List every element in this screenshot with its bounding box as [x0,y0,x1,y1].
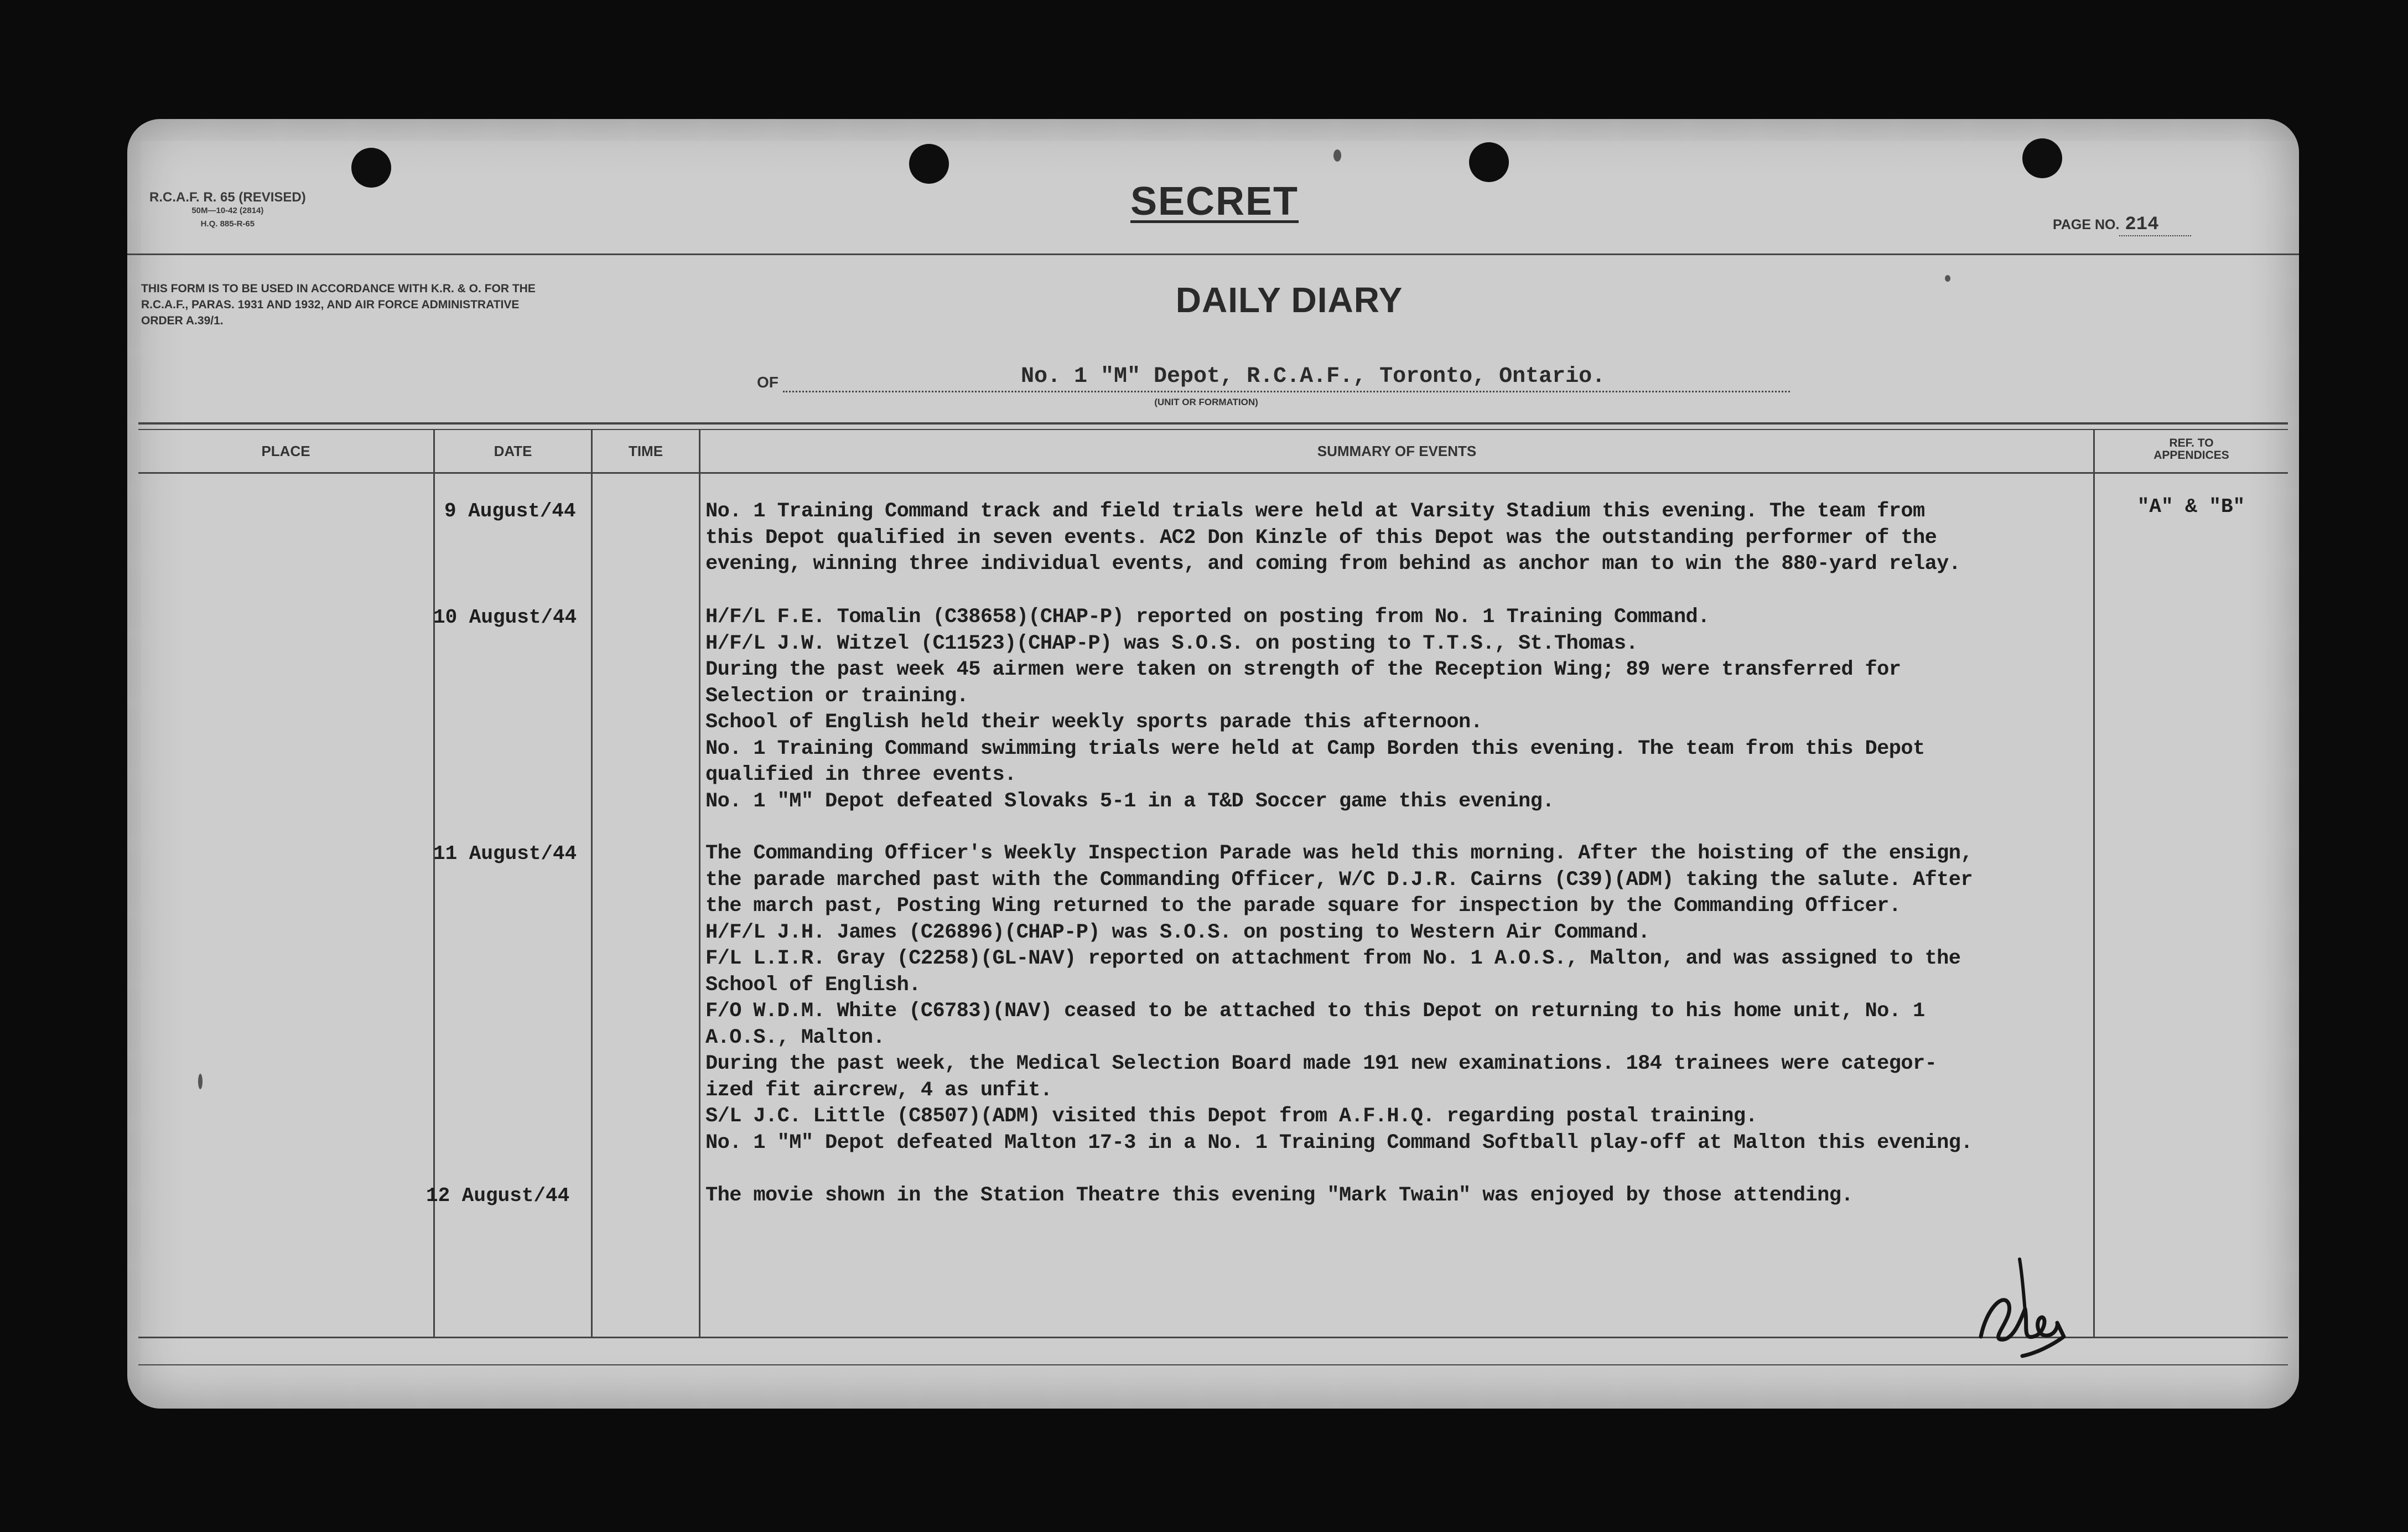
unit-caption: (UNIT OR FORMATION) [1154,397,1258,407]
page-number [2053,214,2191,236]
diary-sheet [127,119,2299,1409]
column-header-appendices [2095,437,2288,462]
page-number-label: PAGE NO. [2053,217,2120,232]
summary-line: H/F/L J.H. James (C26896)(CHAP-P) was S.O.S. on posting to Western Air Command. [705,920,1650,944]
form-hq-code: H.Q. 885-R-65 [200,219,255,229]
form-instruction: THIS FORM IS TO BE USED IN ACCORDANCE WITH K.R. & O. FOR THE R.C.A.F., PARAS. 1931 AND 1932, AND AIR FORCE ADMINISTRATIVE ORDER A.39/1. [141,282,536,327]
punch-hole [351,148,391,188]
form-number: R.C.A.F. R. 65 (REVISED) [149,190,306,205]
column-divider [591,429,593,1337]
summary-line: qualified in three events. [705,763,1016,786]
summary-line: this Depot qualified in seven events. AC2 Don Kinzle of this Depot was the outstanding performer of the [705,526,1937,550]
punch-hole [2022,138,2062,178]
summary-line: F/L L.I.R. Gray (C2258)(GL-NAV) reported on attachment from No. 1 A.O.S., Malton, and was assigned to the [705,947,1961,970]
page-number-value: 214 [2119,214,2191,236]
summary-line: The Commanding Officer's Weekly Inspection Parade was held this morning. After the hoisting of the ensign, [705,842,1973,865]
summary-line: S/L J.C. Little (C8507)(ADM) visited this Depot from A.F.H.Q. regarding postal training. [705,1105,1758,1128]
summary-line: the parade marched past with the Commanding Officer, W/C D.J.R. Cairns (C39)(ADM) taking the salute. After [705,868,1973,892]
summary-line: The movie shown in the Station Theatre this evening "Mark Twain" was enjoyed by those attending. [705,1184,1853,1207]
classification-heading: SECRET [1130,179,1299,224]
entry-date: 11 August/44 [433,842,577,865]
entry-date: 12 August/44 [426,1184,570,1207]
summary-line: evening, winning three individual events, and coming from behind as anchor man to win the 880-yard relay. [705,552,1961,576]
entry-summary [705,1183,2122,1209]
summary-line: During the past week 45 airmen were taken on strength of the Reception Wing; 89 were transferred for [705,658,1901,681]
summary-line: A.O.S., Malton. [705,1026,885,1049]
of-label: OF [757,374,779,391]
summary-line: ized fit aircrew, 4 as unfit. [705,1078,1052,1102]
summary-line: No. 1 Training Command track and field trials were held at Varsity Stadium this evening. The team from [705,500,1925,523]
column-header-time: TIME [628,443,663,459]
entry-summary [705,604,2122,815]
column-header-place: PLACE [261,443,310,459]
summary-line: No. 1 Training Command swimming trials were held at Camp Borden this evening. The team from this Depot [705,737,1925,760]
paper-mark [198,1074,203,1089]
summary-line: No. 1 "M" Depot defeated Malton 17-3 in a No. 1 Training Command Softball play-off at Malton this evening. [705,1131,1973,1155]
column-header-rule [138,472,2288,474]
entry-date: 9 August/44 [444,500,576,522]
paper-mark [1945,275,1950,282]
summary-line: H/F/L J.W. Witzel (C11523)(CHAP-P) was S.O.S. on posting to T.T.S., St.Thomas. [705,632,1638,655]
signature-initials [1970,1243,2092,1364]
paper-mark [1333,149,1341,162]
table-top-rule-inner [138,429,2288,430]
appendices-header-line2: APPENDICES [2153,449,2229,462]
punch-hole [1469,142,1509,182]
summary-line: School of English held their weekly sports parade this afternoon. [705,711,1483,734]
column-divider [699,429,700,1337]
summary-line: F/O W.D.M. White (C6783)(NAV) ceased to be attached to this Depot on returning to his home unit, No. 1 [705,1000,1925,1023]
entry-summary [705,499,2122,578]
entry-date: 10 August/44 [433,606,577,629]
punch-hole [909,144,949,184]
column-header-date: DATE [494,443,532,459]
summary-line: Selection or training. [705,684,969,708]
appendices-header-line1: REF. TO [2169,437,2214,449]
summary-line: School of English. [705,973,921,997]
unit-name: No. 1 "M" Depot, R.C.A.F., Toronto, Ontario. [783,361,1790,392]
summary-line: H/F/L F.E. Tomalin (C38658)(CHAP-P) reported on posting from No. 1 Training Command. [705,605,1710,629]
header-rule [127,253,2299,255]
appendix-reference: "A" & "B" [2137,495,2245,518]
form-print-code: 50M—10-42 (2814) [191,206,264,215]
summary-line: No. 1 "M" Depot defeated Slovaks 5-1 in a T&D Soccer game this evening. [705,789,1554,813]
form-identifier [149,191,306,231]
summary-line: the march past, Posting Wing returned to the parade square for inspection by the Commanding Officer. [705,894,1901,918]
column-header-summary: SUMMARY OF EVENTS [1317,443,1477,459]
page-title: DAILY DIARY [1175,280,1403,320]
entry-summary [705,841,2122,1156]
summary-line: During the past week, the Medical Selection Board made 191 new examinations. 184 trainees were categor- [705,1052,1937,1075]
table-bottom-rule [138,1337,2288,1338]
table-top-rule [138,422,2288,425]
table-bottom-rule-inner [138,1364,2288,1365]
